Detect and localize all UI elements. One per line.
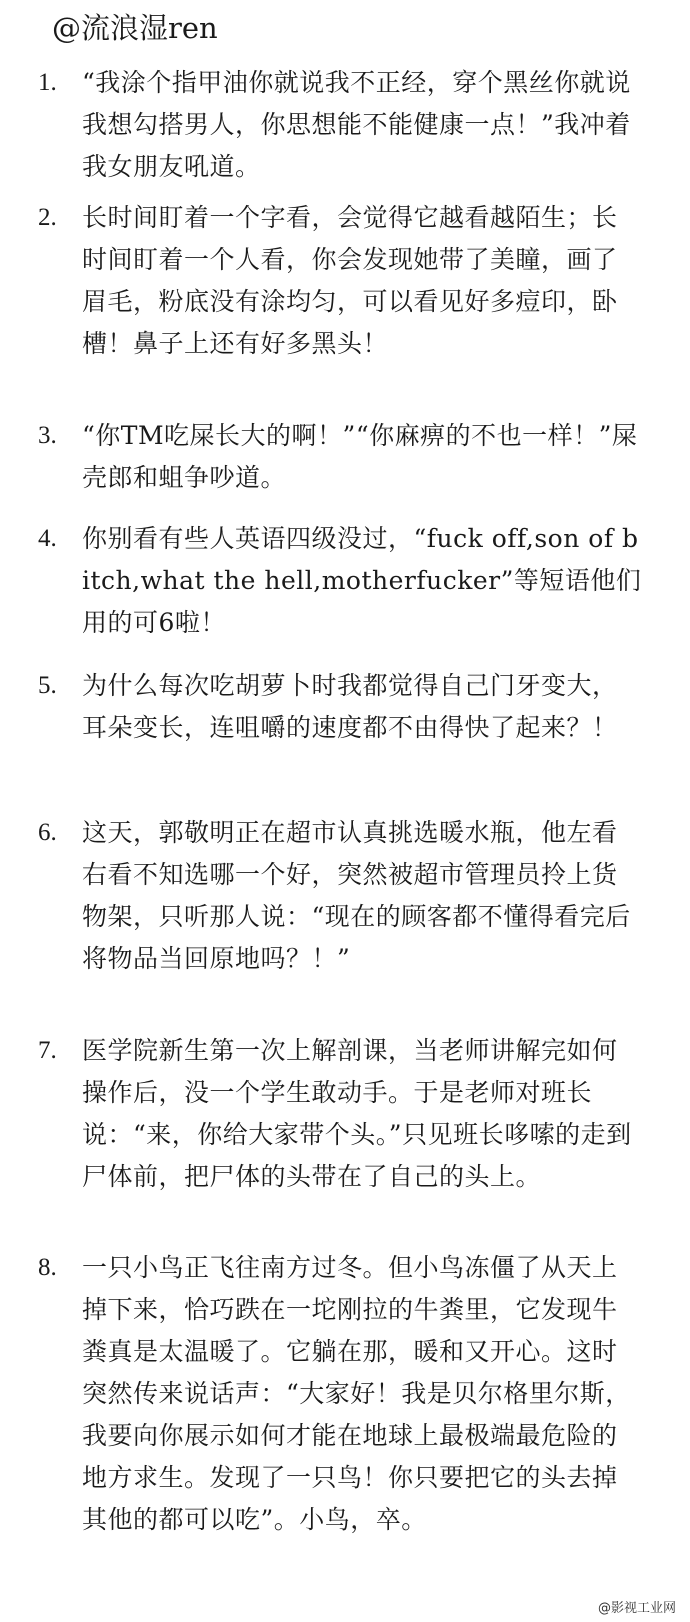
joke-text: 长时间盯着一个字看，会觉得它越看越陌生；长时间盯着一个人看，你会发现她带了美瞳，画了眉毛，粉底没有涂均匀，可以看见好多痘印，卧槽！鼻子上还有好多黑头！	[82, 203, 618, 358]
joke-text: 为什么每次吃胡萝卜时我都觉得自己门牙变大，耳朵变长，连咀嚼的速度都不由得快了起来？！	[82, 671, 618, 742]
joke-number: 2.	[38, 204, 57, 231]
joke-number: 4.	[38, 525, 57, 552]
joke-text: 这天，郭敬明正在超市认真挑选暖水瓶，他左看右看不知选哪一个好，突然被超市管理员拎上货物架，只听那人说：“现在的顾客都不懂得看完后将物品当回原地吗？！”	[82, 818, 631, 973]
joke-number: 3.	[38, 422, 57, 449]
joke-text: 你别看有些人英语四级没过，“fuck off,son of bitch,what the hell,motherfucker”等短语他们用的可6啦！	[82, 524, 642, 637]
joke-number: 8.	[38, 1254, 57, 1281]
site-watermark: @影视工业网	[597, 1601, 676, 1616]
joke-text: “你TM吃屎长大的啊！”“你麻痹的不也一样！”屎壳郎和蛆争吵道。	[82, 421, 638, 492]
author-handle: @流浪湿ren	[52, 11, 218, 45]
joke-text: 医学院新生第一次上解剖课，当老师讲解完如何操作后，没一个学生敢动手。于是老师对班长说：“来，你给大家带个头。”只见班长哆嗦的走到尸体前，把尸体的头带在了自己的头上。	[82, 1036, 632, 1191]
joke-number: 1.	[38, 69, 57, 96]
joke-text: 一只小鸟正飞往南方过冬。但小鸟冻僵了从天上掉下来，恰巧跌在一坨刚拉的牛粪里，它发现牛粪真是太温暖了。它躺在那，暖和又开心。这时突然传来说话声：“大家好！我是贝尔格里尔斯，我要向你展示如何才能在地球上最极端最危险的地方求生。发现了一只鸟！你只要把它的头去掉其他的都可以吃”。小鸟，卒。	[82, 1253, 631, 1534]
joke-number: 5.	[38, 672, 57, 699]
joke-number: 7.	[38, 1037, 57, 1064]
joke-text: “我涂个指甲油你就说我不正经，穿个黑丝你就说我想勾搭男人，你思想能不能健康一点！”我冲着我女朋友吼道。	[82, 68, 631, 181]
joke-number: 6.	[38, 819, 57, 846]
